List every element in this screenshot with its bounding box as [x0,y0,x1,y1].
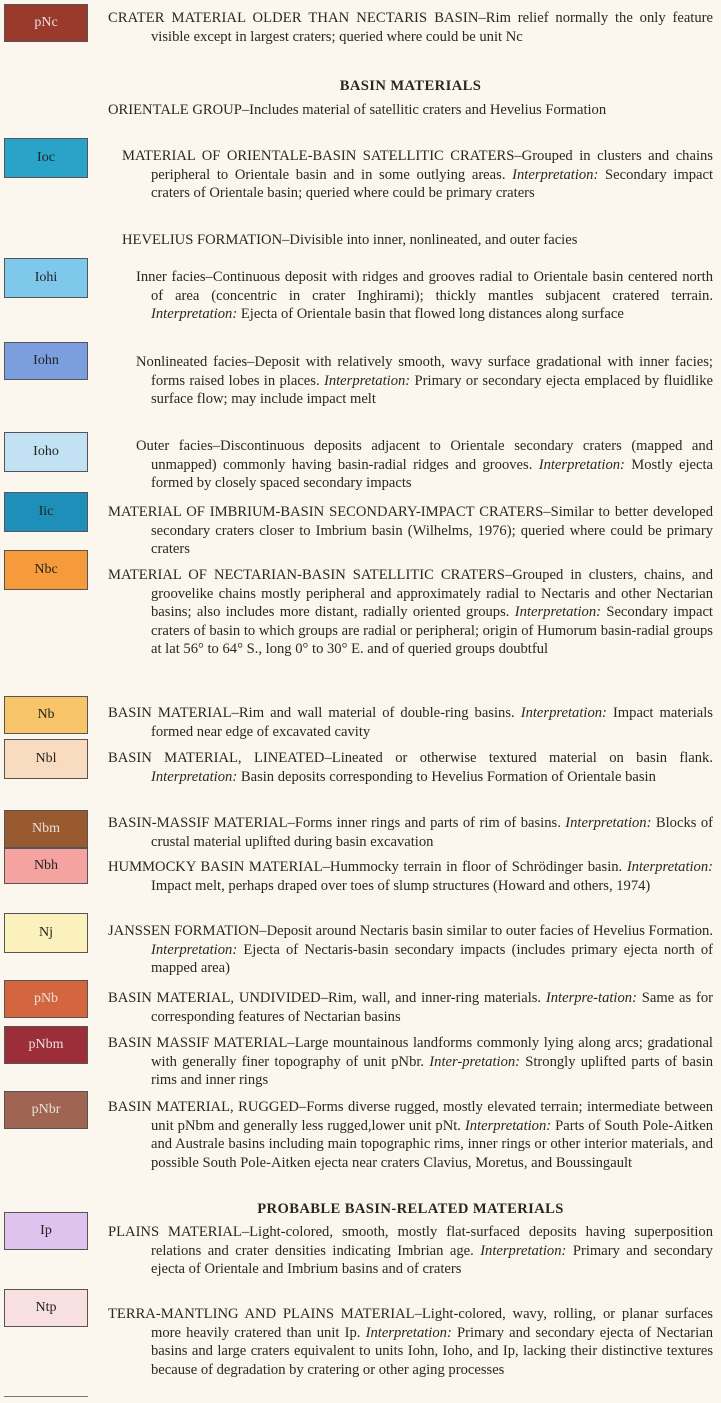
nbl-head: BASIN MATERIAL, LINEATED [108,750,325,766]
section-probable-basin-related: PROBABLE BASIN-RELATED MATERIALS [257,1201,564,1217]
nj-body: –Deposit around Nectaris basin similar to outer facies of Hevelius Formation. [259,923,714,939]
swatch-ioc: Ioc [4,138,88,178]
entry-pnc-body: –Rim relief normally the only feature visible except in largest craters; queried where could be unit Nc [151,10,713,45]
swatch-ntp: Ntp [4,1289,88,1327]
ioho-body: –Discontinuous deposits adjacent to Orientale secondary craters (mapped and unmapped) commonly having basin-radial ridges and grooves. [151,438,713,473]
iohn-body: –Deposit with relatively smooth, wavy surface gradational with inner facies; forms raised lobes in places. [151,354,713,389]
nbc-head: MATERIAL OF NECTARIAN-BASIN SATELLITIC CRATERS [108,567,505,583]
entry-iic [108,503,713,559]
nbm-interp: Blocks of crustal material uplifted during basin excavation [151,815,714,850]
iic-body: –Similar to better developed secondary craters closer to Imbrium basin (Wilhelms, 1976); queried where could be primary craters [151,504,713,558]
ntp-interp: Primary and secondary ejecta of Nectarian basins and large craters equivalent to units Iohn, Ioho, and Ip, lacking their distinctive textures because of degradation by cratering or other aging processes [151,1324,713,1378]
nbc-body: –Grouped in clusters, chains, and groovelike chains mostly peripheral and approximately radial to Nectaris and other Nectarian basins; also includes more distant, radially oriented groups. [151,567,713,621]
swatch-pnbr: pNbr [4,1091,88,1129]
iohi-body: –Continuous deposit with ridges and grooves radial to Orientale basin centered north of area (concentric in crater Inghirami); thickly mantles subjacent cratered terrain. [151,269,714,304]
nj-head: JANSSEN FORMATION [108,923,260,939]
entry-pnbm [108,1034,713,1090]
nbh-body: –Hummocky terrain in floor of Schrödinger basin. [322,859,627,875]
ip-interp-label: Interpretation: [480,1242,567,1259]
entry-orientale-group [108,101,713,120]
ioc-head: MATERIAL OF ORIENTALE-BASIN SATELLITIC CRATERS [122,148,515,164]
nbl-body: –Lineated or otherwise textured material on basin flank. [324,750,713,766]
entry-nbl [108,749,713,786]
pnbm-interp: Strongly uplifted parts of basin rims and inner rings [151,1053,713,1089]
hevelius-head: HEVELIUS FORMATION [122,232,283,248]
nbm-head: BASIN-MASSIF MATERIAL [108,815,288,831]
swatch-nj: Nj [4,913,88,953]
entry-ip [108,1223,713,1279]
iic-head: MATERIAL OF IMBRIUM-BASIN SECONDARY-IMPACT CRATERS [108,504,544,520]
nbl-interp-label: Interpretation: [151,768,238,785]
swatch-pnbm: pNbm [4,1026,88,1064]
nbm-body: –Forms inner rings and parts of rim of basins. [287,815,566,831]
pnb-head: BASIN MATERIAL, UNDIVIDED [108,990,321,1006]
nj-interp-label: Interpretation: [151,941,238,958]
nbh-interp: Impact melt, perhaps draped over toes of slump structures (Howard and others, 1974) [151,877,651,894]
ip-head: PLAINS MATERIAL [108,1224,242,1240]
entry-nbh [108,858,713,895]
ntp-interp-label: Interpretation: [365,1324,452,1341]
ip-interp: Primary and secondary ejecta of Orientale and Imbrium basins and of craters [151,1242,713,1278]
iohn-interp: Primary or secondary ejecta emplaced by fluidlike surface flow; may include impact melt [151,372,713,408]
iohn-interp-label: Interpretation: [323,372,411,389]
section-basin-materials: BASIN MATERIALS [339,78,482,94]
entry-hevelius [122,231,713,250]
pnbr-body: –Forms diverse rugged, mostly elevated terrain; intermediate between unit pNbm and generally less rugged,lower unit pNt. [151,1099,714,1134]
pnb-body: –Rim, wall, and inner-ring materials. [320,990,546,1006]
nbh-head: HUMMOCKY BASIN MATERIAL [108,859,323,875]
entry-nj [108,922,713,978]
pnbr-head: BASIN MATERIAL, RUGGED [108,1099,299,1115]
entry-pnc-head: CRATER MATERIAL OLDER THAN NECTARIS BASIN [108,10,479,26]
nj-interp: Ejecta of Nectaris-basin secondary impacts (includes primary ejecta north of mapped area) [151,941,713,977]
ioho-interp: Mostly ejecta formed by closely spaced secondary impacts [151,456,713,492]
entry-nbc [108,566,713,659]
pnbm-interp-label: Inter-pretation: [429,1053,521,1070]
ip-body: –Light-colored, smooth, mostly flat-surfaced deposits having superposition relations and crater densities indicating Imbrian age. [151,1224,713,1259]
nb-body: –Rim and wall material of double-ring basins. [231,705,521,721]
ioc-interp: Secondary impact craters of Orientale basin; queried where could be primary craters [151,166,713,202]
pnb-interp: Same as for corresponding features of Nectarian basins [151,990,713,1025]
nb-interp-label: Interpretation: [520,705,607,721]
swatch-pnb: pNb [4,980,88,1018]
ioc-body: –Grouped in clusters and chains peripheral to Orientale basin and in some outlying areas. [151,148,713,183]
iohi-interp-label: Interpretation: [151,306,238,323]
nbh-interp-label: Interpretation: [626,859,714,875]
entry-pnbr [108,1098,713,1172]
entry-ntp [108,1305,713,1379]
entry-iohi [136,268,713,324]
entry-ioc [122,147,713,203]
swatch-nbc: Nbc [4,550,88,590]
swatch-pnc: pNc [4,4,88,42]
pnbr-interp: Parts of South Pole-Aitken and Australe basins including main topographic rims, inner rings or other interior materials, and possible South Pole-Aitken ejecta near craters Clavius, Moretus, and Boussingault [151,1117,713,1171]
nbc-interp-label: Interpretation: [514,604,601,621]
ioho-head: Outer facies [136,438,213,454]
ntp-head: TERRA-MANTLING AND PLAINS MATERIAL [108,1306,415,1322]
orientale-group-body: –Includes material of satellitic craters and Hevelius Formation [241,102,607,118]
entry-pnc [108,9,713,46]
pnb-interp-label: Interpre-tation: [545,990,637,1006]
nbl-interp: Basin deposits corresponding to Hevelius Formation of Orientale basin [237,768,656,785]
next-swatch-edge [4,1396,88,1403]
swatch-iohn: Iohn [4,342,88,380]
hevelius-body: –Divisible into inner, nonlineated, and outer facies [282,232,578,248]
entry-iohn [136,353,713,409]
swatch-nbm: Nbm [4,810,88,848]
swatch-ip: Ip [4,1212,88,1250]
entry-pnb [108,989,713,1026]
entry-ioho [136,437,713,493]
ntp-body: –Light-colored, wavy, rolling, or planar surfaces more heavily cratered than unit Ip. [151,1306,713,1341]
nb-interp: Impact materials formed near edge of excavated cavity [151,705,713,740]
entry-nbm [108,814,713,851]
pnbm-body: –Large mountainous landforms commonly lying along arcs; gradational with generally finer topography of unit pNbr. [151,1035,713,1070]
nbc-interp: Secondary impact craters of basin to which groups are radial or peripheral; origin of Humorum basin-radial groups at lat 56° to 64° S., long 0° to 30° E. and of queried groups doubtful [151,604,713,658]
pnbr-interp-label: Interpretation: [464,1117,552,1134]
swatch-nbl: Nbl [4,739,88,779]
swatch-ioho: Ioho [4,432,88,472]
nb-head: BASIN MATERIAL [108,705,232,721]
pnbm-head: BASIN MASSIF MATERIAL [108,1035,288,1051]
orientale-group-head: ORIENTALE GROUP [108,102,242,118]
iohn-head: Nonlineated facies [136,354,248,370]
ioho-interp-label: Interpretation: [538,456,625,473]
swatch-nb: Nb [4,696,88,734]
iohi-head: Inner facies [136,269,206,285]
entry-nb [108,704,713,741]
ioc-interp-label: Interpretation: [512,166,599,183]
nbm-interp-label: Interpretation: [565,815,652,831]
swatch-iic: Iic [4,492,88,532]
swatch-iohi: Iohi [4,258,88,298]
swatch-nbh: Nbh [4,848,88,884]
iohi-interp: Ejecta of Orientale basin that flowed long distances along surface [237,306,624,323]
